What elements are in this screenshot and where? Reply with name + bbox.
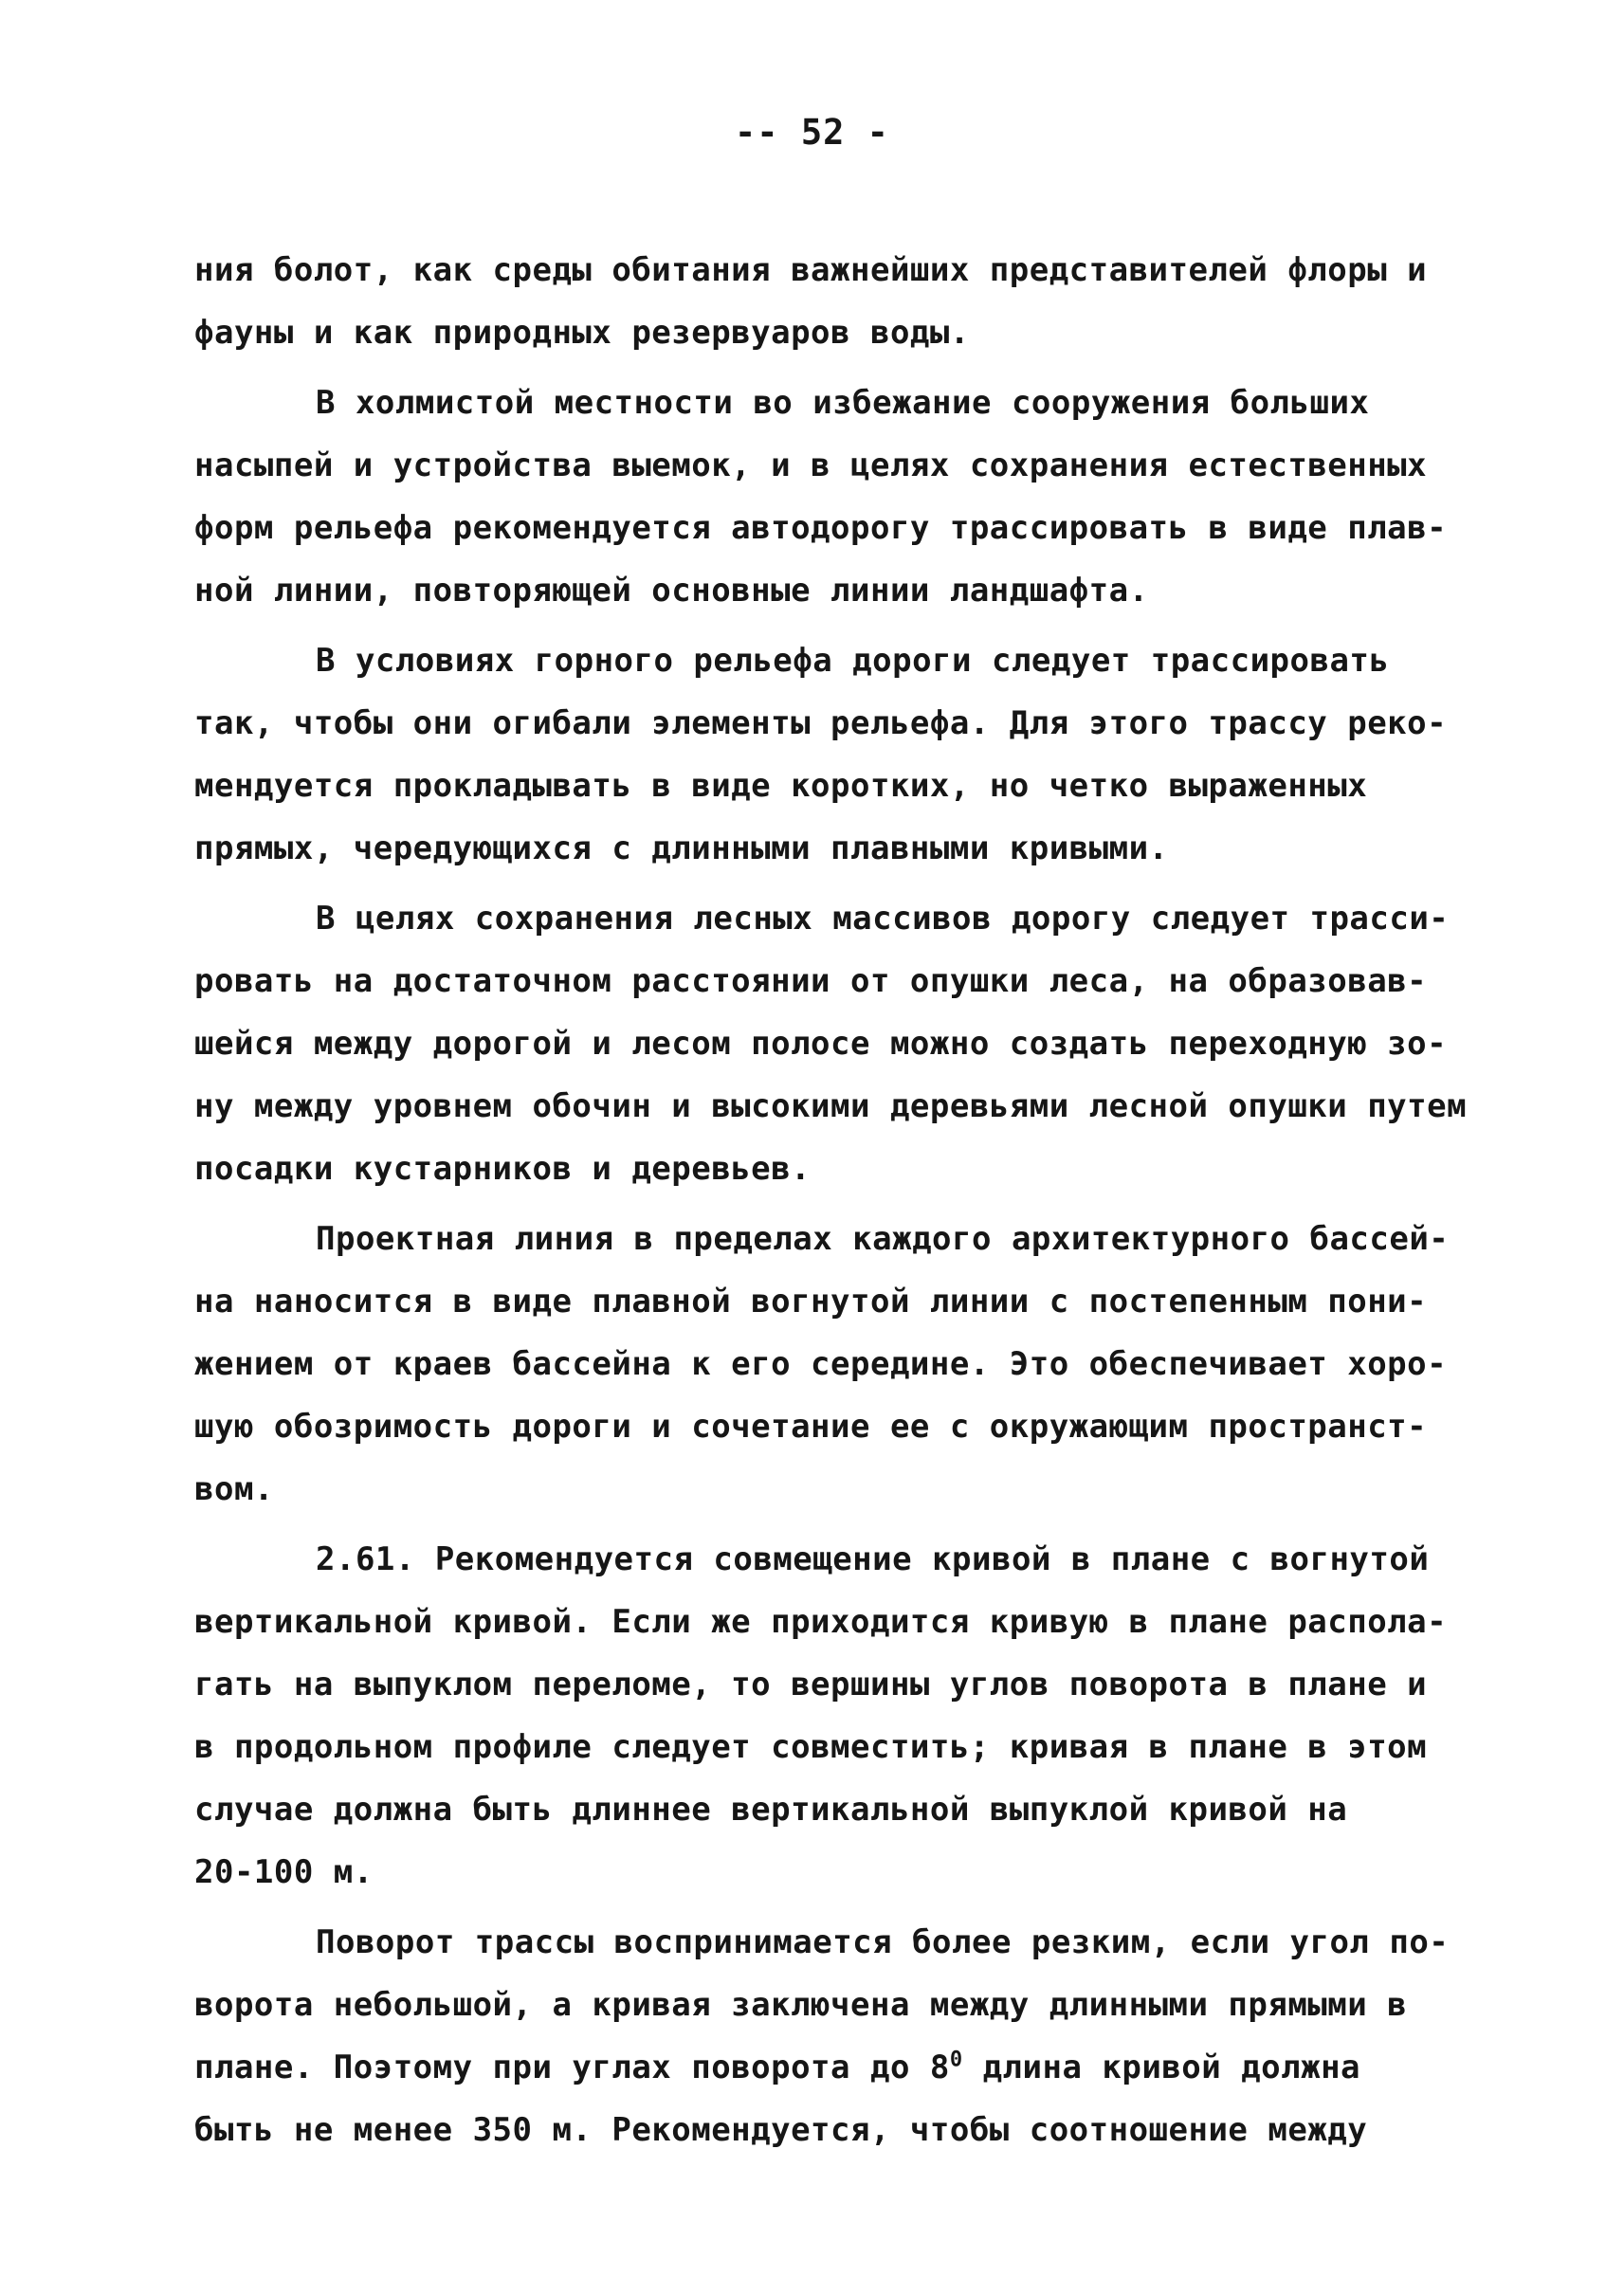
paragraph-start-line: В условиях горного рельефа дороги следует трассировать (316, 642, 1390, 680)
section-heading-line: 2.61. Рекомендуется совмещение кривой в плане с вогнутой (316, 1540, 1430, 1578)
paragraph-start-line: Поворот трассы воспринимается более резким, если угол по- (316, 1923, 1450, 1961)
text-segment: плане. Поэтому при углах поворота до 8 (194, 2049, 950, 2086)
text-line: ну между уровнем обочин и высокими деревьями лесной опушки путем (194, 1087, 1468, 1125)
text-line: на наносится в виде плавной вогнутой линии с постепенным пони- (194, 1283, 1428, 1321)
body-text (194, 239, 1468, 2161)
text-line: прямых, чередующихся с длинными плавными кривыми. (194, 829, 1169, 867)
paragraph-start-line: В целях сохранения лесных массивов дорогу следует трасси- (316, 900, 1450, 938)
paragraph-start-line: В холмистой местности во избежание сооружения больших (316, 384, 1370, 422)
text-line: в продольном профиле следует совместить; кривая в плане в этом (194, 1728, 1428, 1766)
text-line: форм рельефа рекомендуется автодорогу трассировать в виде плав- (194, 509, 1448, 547)
text-line: вертикальной кривой. Если же приходится кривую в плане распола- (194, 1603, 1448, 1641)
text-line: 20-100 м. (194, 1853, 374, 1891)
text-segment: длина кривой должна (962, 2049, 1361, 2086)
text-line-with-superscript (194, 2036, 1455, 2099)
text-line: фауны и как природных резервуаров воды. (194, 314, 970, 352)
degree-superscript: 0 (949, 2048, 963, 2072)
text-line: ровать на достаточном расстоянии от опушки леса, на образовав- (194, 962, 1428, 1000)
text-line: случае должна быть длиннее вертикальной выпуклой кривой на (194, 1791, 1348, 1829)
text-line: посадки кустарников и деревьев. (194, 1150, 812, 1188)
text-line: вом. (194, 1470, 274, 1508)
text-line: ворота небольшой, а кривая заключена между длинными прямыми в (194, 1986, 1408, 2024)
text-line: шейся между дорогой и лесом полосе можно создать переходную зо- (194, 1025, 1448, 1063)
text-line: насыпей и устройства выемок, и в целях сохранения естественных (194, 446, 1428, 484)
text-line: шую обозримость дороги и сочетание ее с окружающим пространст- (194, 1408, 1428, 1446)
text-line: быть не менее 350 м. Рекомендуется, чтобы соотношение между (194, 2111, 1368, 2149)
text-line: ной линии, повторяющей основные линии ландшафта. (194, 572, 1149, 610)
text-line: мендуется прокладывать в виде коротких, но четко выраженных (194, 767, 1368, 805)
text-line: ния болот, как среды обитания важнейших представителей флоры и (194, 251, 1428, 289)
text-line: так, чтобы они огибали элементы рельефа. Для этого трассу реко- (194, 704, 1448, 742)
text-line: жением от краев бассейна к его середине. Это обеспечивает хоро- (194, 1345, 1448, 1383)
page-number: -- 52 - (735, 112, 889, 153)
text-line: гать на выпуклом переломе, то вершины углов поворота в плане и (194, 1666, 1428, 1703)
paragraph-start-line: Проектная линия в пределах каждого архитектурного бассей- (316, 1220, 1450, 1258)
